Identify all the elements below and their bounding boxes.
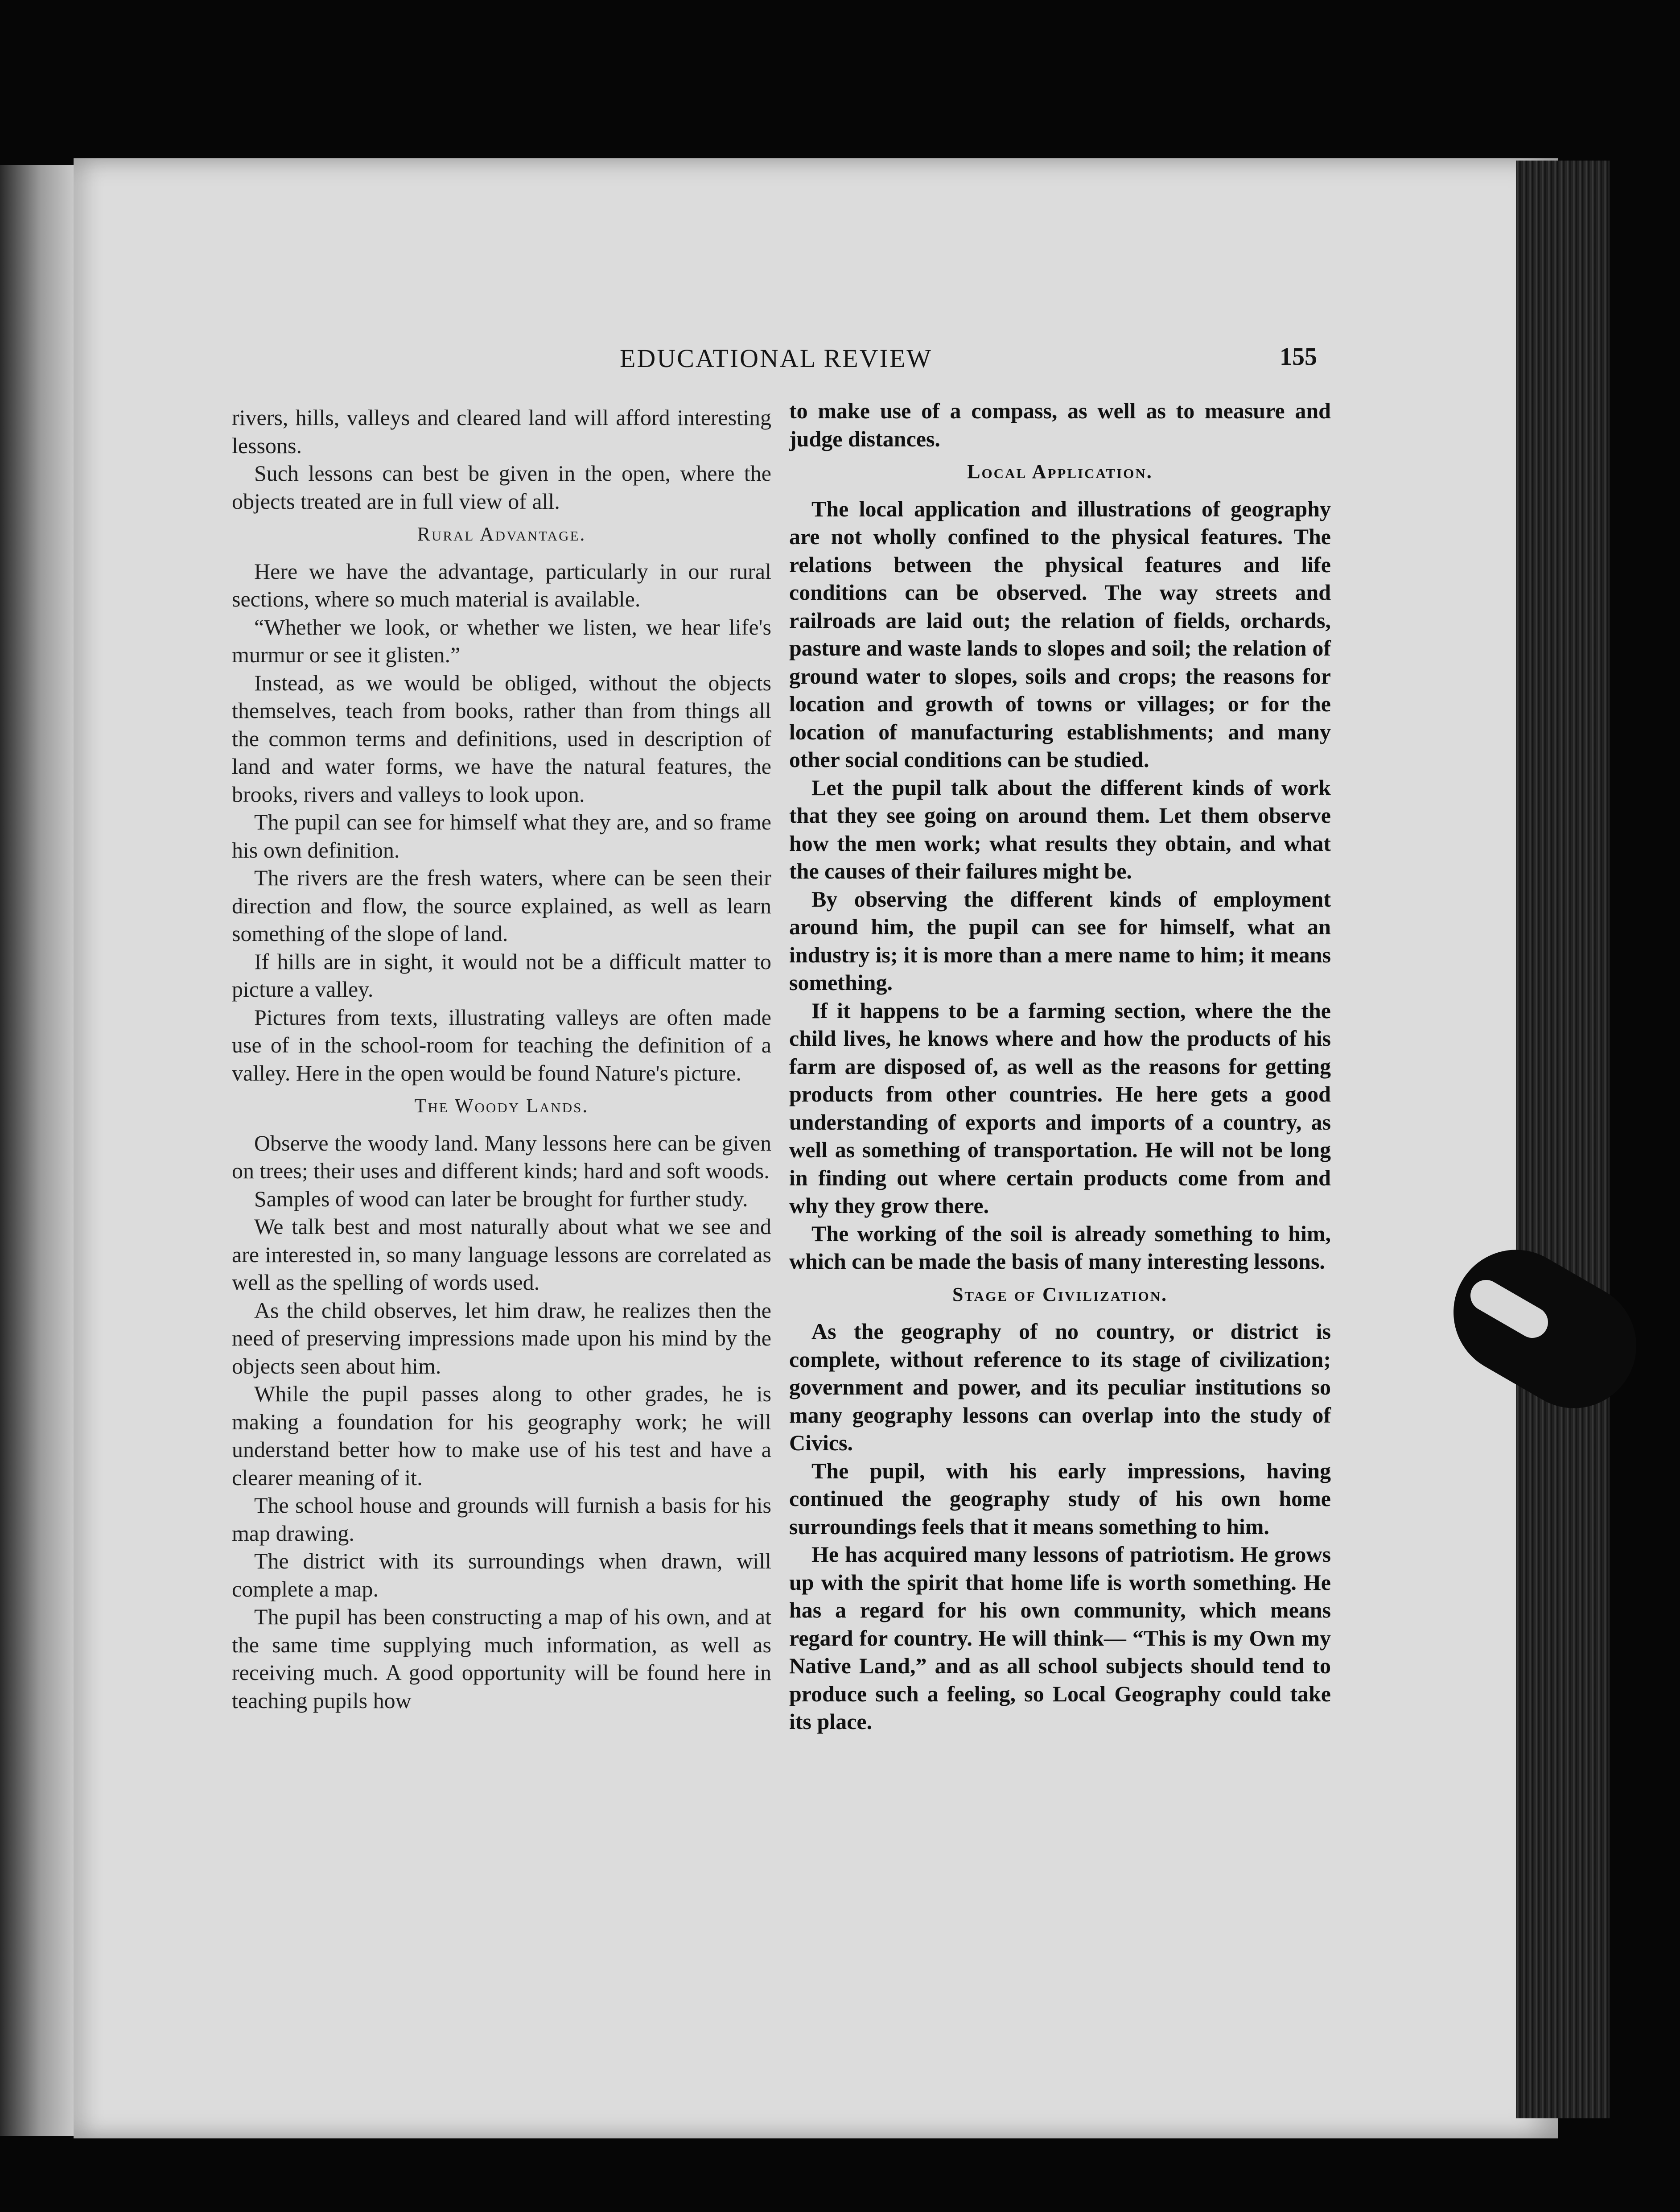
paragraph: rivers, hills, valleys and cleared land will afford interesting lessons. xyxy=(232,405,771,458)
facing-page-edge xyxy=(0,165,74,2136)
page-stack-edges xyxy=(1516,161,1610,2118)
right-column xyxy=(789,397,1331,1736)
paragraph: Here we have the advantage, particularly in our rural sections, where so much material is available. xyxy=(232,558,771,611)
page-number: 155 xyxy=(1280,343,1317,371)
running-head: EDUCATIONAL REVIEW xyxy=(620,344,933,373)
paragraph: “Whether we look, or whether we listen, we hear life's murmur or see it glisten.” xyxy=(232,614,771,667)
section-heading: Stage of Civilization. xyxy=(952,1283,1168,1305)
paragraph: Such lessons can best be given in the open, where the objects treated are in full view of all. xyxy=(232,461,771,514)
paragraph: The school house and grounds will furnish a basis for his map drawing. xyxy=(232,1493,771,1546)
section-heading: The Woody Lands. xyxy=(414,1095,589,1117)
paragraph: The district with its surroundings when drawn, will complete a map. xyxy=(232,1548,771,1601)
paragraph: The working of the soil is already something to him, which can be made the basis of many interesting lessons. xyxy=(789,1221,1331,1274)
paragraph: to make use of a compass, as well as to measure and judge distances. xyxy=(789,398,1331,451)
section-heading: Local Application. xyxy=(967,461,1153,483)
paragraph: Instead, as we would be obliged, without the objects themselves, teach from books, rather than from things all the common terms and definitions, used in description of land and water forms, we have the natural features, the brooks, rivers and valleys to look upon. xyxy=(232,670,771,807)
paragraph: We talk best and most naturally about what we see and are interested in, so many language lessons are correlated as well as the spelling of words used. xyxy=(232,1214,771,1295)
paragraph: As the geography of no country, or district is complete, without reference to its stage of civilization; government and power, and its peculiar institutions so many geography lessons can overlap into the study of Civics. xyxy=(789,1319,1331,1455)
paragraph: Samples of wood can later be brought for further study. xyxy=(254,1186,748,1211)
paragraph: He has acquired many lessons of patriotism. He grows up with the spirit that home life is worth something. He has a regard for his own community, which means regard for country. He will think— “This is my Own my Native Land,” and as all school subjects should tend to produce such a feeling, so Local Geography could take its place. xyxy=(789,1542,1331,1734)
paragraph: While the pupil passes along to other grades, he is making a foundation for his geography work; he will understand better how to make use of his test and have a clearer meaning of it. xyxy=(232,1381,771,1490)
paragraph: If it happens to be a farming section, where the the child lives, he knows where and how the products of his farm are disposed of, as well as the reasons for getting products from other countries. He here gets a good understanding of exports and imports of a country, as well as something of transportation. He will not be long in finding out where certain products come from and why they grow there. xyxy=(789,998,1331,1218)
paragraph: The pupil has been constructing a map of his own, and at the same time supplying much information, as well as receiving much. A good opportunity will be found here in teaching pupils how xyxy=(232,1604,771,1713)
paragraph: If hills are in sight, it would not be a difficult matter to picture a valley. xyxy=(232,949,771,1002)
paragraph: As the child observes, let him draw, he realizes then the need of preserving impressions made upon his mind by the objects seen about him. xyxy=(232,1297,771,1378)
paragraph: Observe the woody land. Many lessons here can be given on trees; their uses and different kinds; hard and soft woods. xyxy=(232,1130,771,1183)
paragraph: The pupil can see for himself what they are, and so frame his own definition. xyxy=(232,809,771,863)
paragraph: The local application and illustrations of geography are not wholly confined to the physical features. The relations between the physical features and life conditions can be observed. The way streets and railroads are laid out; the relation of fields, orchards, pasture and waste lands to slopes and soil; the relation of ground water to slopes, soils and crops; the reasons for location and growth of towns or villages; or for the location of manufacturing establishments; and many other social conditions can be studied. xyxy=(789,496,1331,772)
paragraph: The pupil, with his early impressions, having continued the geography study of his own home surroundings feels that it means something to him. xyxy=(789,1458,1331,1539)
paragraph: By observing the different kinds of employment around him, the pupil can see for himself, what an industry is; it is more than a mere name to him; it means something. xyxy=(789,886,1331,995)
paragraph: Pictures from texts, illustrating valleys are often made use of in the school-room for teaching the definition of a valley. Here in the open would be found Nature's picture. xyxy=(232,1004,771,1085)
paragraph: The rivers are the fresh waters, where can be seen their direction and flow, the source explained, as well as learn something of the slope of land. xyxy=(232,865,771,946)
paragraph: Let the pupil talk about the different kinds of work that they see going on around them. Let them observe how the men work; what results they obtain, and what the causes of their failures might be. xyxy=(789,775,1331,883)
left-column xyxy=(232,404,771,1714)
section-heading: Rural Advantage. xyxy=(417,523,586,545)
